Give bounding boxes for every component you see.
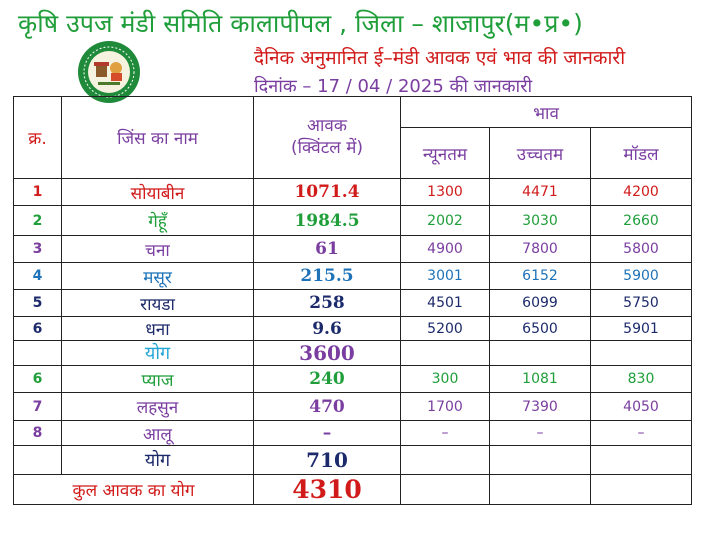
row-max-price: 1081	[490, 366, 591, 393]
row-arrival: 1984.5	[254, 206, 401, 236]
header-serial: क्र.	[14, 97, 62, 179]
row-commodity: लहसुन	[62, 393, 254, 421]
row-arrival: 1071.4	[254, 179, 401, 206]
table-row	[14, 206, 692, 236]
row-modal-price: 5750	[591, 290, 692, 317]
row-serial: 8	[14, 421, 62, 446]
row-max-price: 4471	[490, 179, 591, 206]
row-max-price: 6500	[490, 317, 591, 341]
row-min-price: 3001	[401, 263, 490, 290]
row-min-price: 2002	[401, 206, 490, 236]
row-modal-price: –	[591, 421, 692, 446]
table-row	[14, 421, 692, 446]
report-date: दिनांक – 17 / 04 / 2025 की जानकारी	[254, 76, 533, 97]
row-commodity: मसूर	[62, 263, 254, 290]
grand-total-label: कुल आवक का योग	[14, 475, 254, 505]
header-commodity: जिंस का नाम	[62, 97, 254, 179]
row-arrival: 61	[254, 236, 401, 263]
row-commodity: गेहूँ	[62, 206, 254, 236]
row-modal-price: 5800	[591, 236, 692, 263]
header-arrival-line1: आवक	[307, 116, 347, 137]
page-title: कृषि उपज मंडी समिति कालापीपल , जिला – शाजापुर(म•प्र•)	[18, 9, 583, 38]
table-row	[14, 236, 692, 263]
subtotal-1-empty	[591, 341, 692, 366]
table-row	[14, 290, 692, 317]
row-min-price: 4900	[401, 236, 490, 263]
header-modal: मॉडल	[591, 128, 692, 179]
row-max-price: –	[490, 421, 591, 446]
row-commodity: सोयाबीन	[62, 179, 254, 206]
row-commodity: रायडा	[62, 290, 254, 317]
subtotal-2-empty	[591, 446, 692, 475]
row-arrival: 240	[254, 366, 401, 393]
row-serial: 7	[14, 393, 62, 421]
subtotal-2-empty	[490, 446, 591, 475]
row-arrival: 215.5	[254, 263, 401, 290]
row-serial: 3	[14, 236, 62, 263]
grand-total-empty	[591, 475, 692, 505]
row-min-price: 300	[401, 366, 490, 393]
subtotal-2-blank	[14, 446, 62, 475]
row-arrival: 258	[254, 290, 401, 317]
table-row	[14, 393, 692, 421]
header-min: न्यूनतम	[401, 128, 490, 179]
row-serial: 6	[14, 317, 62, 341]
row-max-price: 6152	[490, 263, 591, 290]
grand-total-empty	[401, 475, 490, 505]
row-min-price: 1300	[401, 179, 490, 206]
header-max: उच्चतम	[490, 128, 591, 179]
report-subtitle: दैनिक अनुमानित ई–मंडी आवक एवं भाव की जानकारी	[254, 47, 626, 69]
subtotal-2-empty	[401, 446, 490, 475]
subtotal-2-value: 710	[254, 446, 401, 475]
row-serial: 1	[14, 179, 62, 206]
subtotal-1-empty	[490, 341, 591, 366]
subtotal-1-row	[14, 341, 692, 366]
row-modal-price: 5901	[591, 317, 692, 341]
row-min-price: 5200	[401, 317, 490, 341]
row-commodity: प्याज	[62, 366, 254, 393]
row-modal-price: 4050	[591, 393, 692, 421]
row-commodity: चना	[62, 236, 254, 263]
row-serial: 4	[14, 263, 62, 290]
subtotal-1-blank	[14, 341, 62, 366]
row-modal-price: 830	[591, 366, 692, 393]
row-max-price: 7800	[490, 236, 591, 263]
row-modal-price: 4200	[591, 179, 692, 206]
subtotal-1-empty	[401, 341, 490, 366]
table-row	[14, 263, 692, 290]
row-max-price: 3030	[490, 206, 591, 236]
arrival-price-table	[13, 96, 692, 505]
grand-total-value: 4310	[254, 475, 401, 505]
subtotal-2-label: योग	[62, 446, 254, 475]
table-body	[14, 179, 692, 505]
row-commodity: धना	[62, 317, 254, 341]
mandi-board-seal-icon	[62, 40, 156, 104]
table-row	[14, 366, 692, 393]
table-row	[14, 317, 692, 341]
row-modal-price: 5900	[591, 263, 692, 290]
table-row	[14, 179, 692, 206]
header-price: भाव	[401, 97, 692, 128]
subtotal-2-row	[14, 446, 692, 475]
row-arrival: 470	[254, 393, 401, 421]
row-min-price: –	[401, 421, 490, 446]
grand-total-row	[14, 475, 692, 505]
row-min-price: 4501	[401, 290, 490, 317]
row-commodity: आलू	[62, 421, 254, 446]
row-max-price: 7390	[490, 393, 591, 421]
row-serial: 6	[14, 366, 62, 393]
row-modal-price: 2660	[591, 206, 692, 236]
row-serial: 2	[14, 206, 62, 236]
grand-total-empty	[490, 475, 591, 505]
row-min-price: 1700	[401, 393, 490, 421]
subtotal-1-label: योग	[62, 341, 254, 366]
row-serial: 5	[14, 290, 62, 317]
subtotal-1-value: 3600	[254, 341, 401, 366]
row-arrival: –	[254, 421, 401, 446]
row-max-price: 6099	[490, 290, 591, 317]
row-arrival: 9.6	[254, 317, 401, 341]
header-arrival-line2: (क्विंटल में)	[290, 137, 364, 158]
header-arrival	[254, 97, 401, 179]
